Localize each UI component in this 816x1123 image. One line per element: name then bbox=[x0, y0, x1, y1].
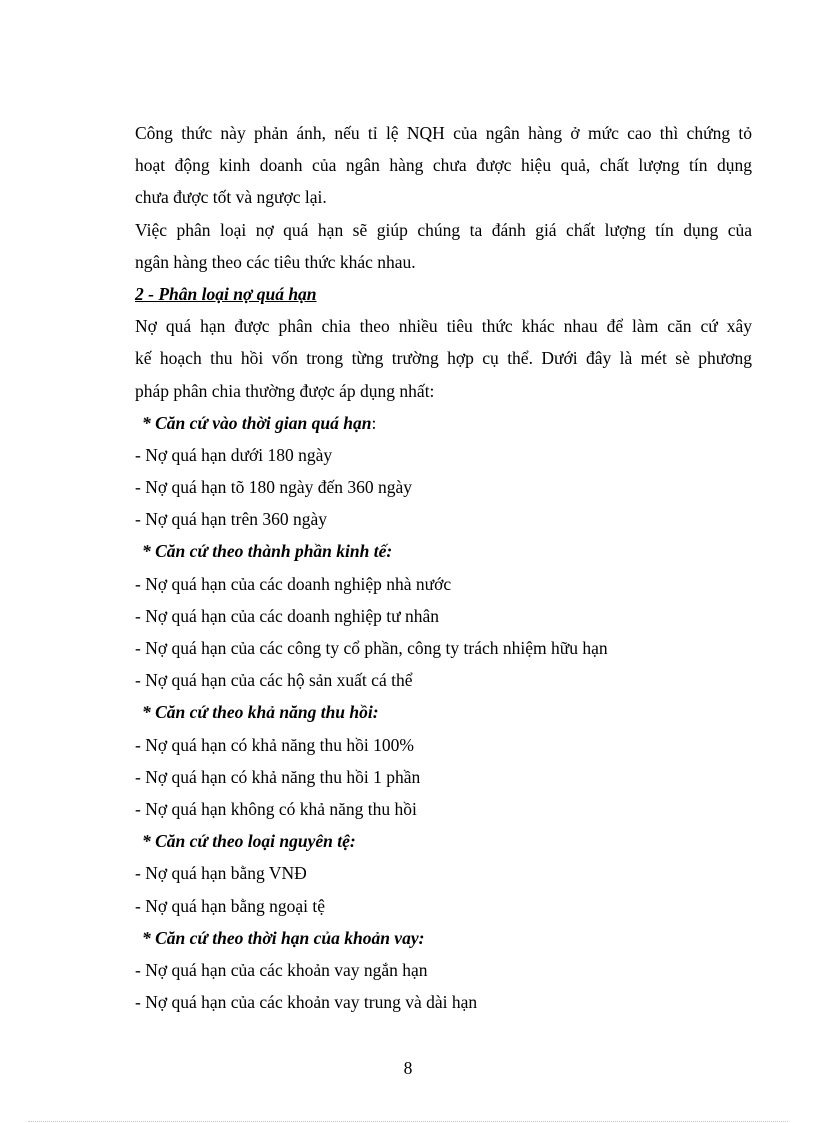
text-line: pháp phân chia thường được áp dụng nhất: bbox=[135, 380, 435, 401]
criteria-group-overdue-time bbox=[135, 407, 752, 536]
text-line: Nợ quá hạn được phân chia theo nhiều tiêu thức khác nhau để làm căn cứ xây bbox=[135, 316, 752, 337]
text-line: chưa được tốt và ngược lại. bbox=[135, 187, 327, 208]
page-body bbox=[135, 117, 752, 1018]
list-item: - Nợ quá hạn có khả năng thu hồi 100% bbox=[135, 734, 414, 755]
criteria-group-currency bbox=[135, 825, 752, 922]
list-item: - Nợ quá hạn của các doanh nghiệp nhà nước bbox=[135, 573, 452, 594]
section-heading: 2 - Phân loại nợ quá hạn bbox=[135, 283, 317, 304]
criteria-group-economic-sector bbox=[135, 535, 752, 696]
criteria-group-loan-term bbox=[135, 922, 752, 1019]
criteria-heading: * Căn cứ theo thời hạn của khoản vay: bbox=[142, 927, 425, 948]
list-item: - Nợ quá hạn của các công ty cổ phần, công ty trách nhiệm hữu hạn bbox=[135, 638, 608, 658]
criteria-heading: * Căn cứ theo khả năng thu hồi: bbox=[142, 702, 379, 723]
list-item: - Nợ quá hạn của các khoản vay trung và dài hạn bbox=[135, 992, 478, 1013]
text-line: Công thức này phản ánh, nếu tỉ lệ NQH của ngân hàng ở mức cao thì chứng tỏ bbox=[135, 123, 752, 143]
list-item: - Nợ quá hạn tõ 180 ngày đến 360 ngày bbox=[135, 477, 413, 498]
section-heading-row bbox=[135, 278, 752, 310]
criteria-heading: * Căn cứ vào thời gian quá hạn: bbox=[142, 412, 377, 433]
criteria-heading: * Căn cứ theo thành phần kinh tế: bbox=[142, 541, 393, 562]
list-item: - Nợ quá hạn bằng VNĐ bbox=[135, 863, 307, 884]
list-item: - Nợ quá hạn dưới 180 ngày bbox=[135, 444, 333, 465]
paragraph-formula-meaning bbox=[135, 117, 752, 214]
list-item: - Nợ quá hạn trên 360 ngày bbox=[135, 509, 327, 530]
text-line: hoạt động kinh doanh của ngân hàng chưa được hiệu quả, chất lượng tín dụng bbox=[135, 155, 752, 176]
page-number: 8 bbox=[403, 1058, 413, 1078]
criteria-heading: * Căn cứ theo loại nguyên tệ: bbox=[142, 831, 356, 852]
page-divider bbox=[28, 1121, 788, 1122]
text-line: Việc phân loại nợ quá hạn sẽ giúp chúng ta đánh giá chất lượng tín dụng của bbox=[135, 219, 752, 240]
list-item: - Nợ quá hạn của các doanh nghiệp tư nhân bbox=[135, 605, 439, 626]
criteria-group-recoverability bbox=[135, 696, 752, 825]
text-line: ngân hàng theo các tiêu thức khác nhau. bbox=[135, 251, 416, 272]
list-item: - Nợ quá hạn của các khoản vay ngắn hạn bbox=[135, 959, 428, 980]
list-item: - Nợ quá hạn của các hộ sản xuất cá thể bbox=[135, 670, 413, 691]
paragraph-classification-purpose bbox=[135, 214, 752, 278]
list-item: - Nợ quá hạn không có khả năng thu hồi bbox=[135, 798, 417, 819]
list-item: - Nợ quá hạn bằng ngoại tệ bbox=[135, 895, 326, 916]
paragraph-classification-intro bbox=[135, 310, 752, 407]
list-item: - Nợ quá hạn có khả năng thu hồi 1 phần bbox=[135, 766, 421, 787]
text-line: kế hoạch thu hồi vốn trong từng trường hợp cụ thể. Dưới đây là mét sè phương bbox=[135, 348, 752, 369]
